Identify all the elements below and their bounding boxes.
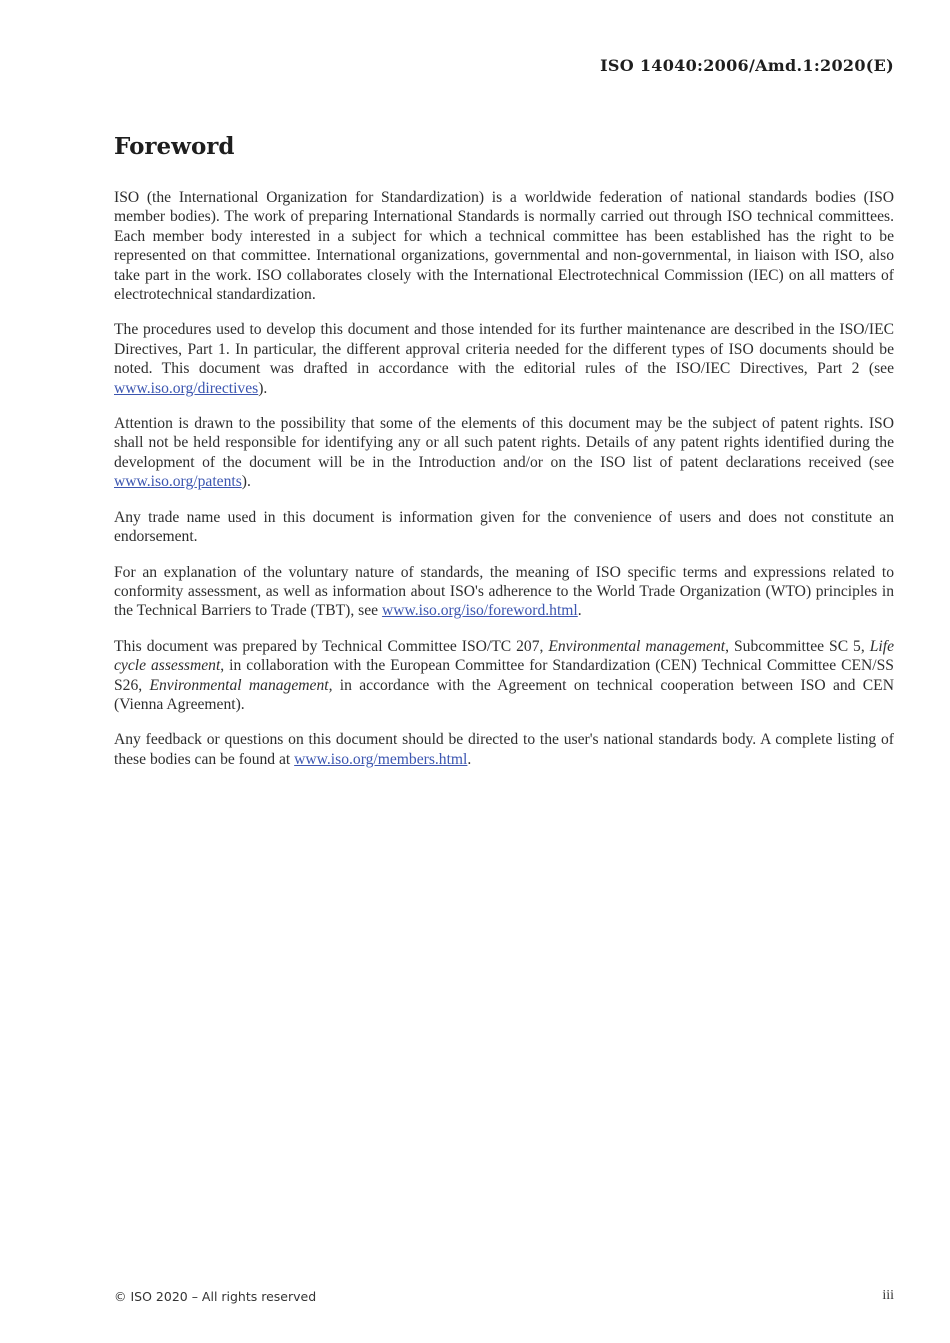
members-link[interactable]: www.iso.org/members.html [294, 750, 468, 768]
paragraph-text: Any feedback or questions on this document should be directed to the user's national standards body. A complete listing of these bodies can be found at [114, 731, 894, 768]
paragraph-end: ). [258, 379, 268, 397]
paragraph-end: ). [241, 473, 251, 491]
paragraph-patent-rights [114, 414, 894, 492]
paragraph-prepared-by [114, 637, 894, 715]
patents-link[interactable]: www.iso.org/patents [114, 473, 242, 491]
foreword-body [114, 188, 894, 785]
paragraph-voluntary-nature [114, 563, 894, 621]
directives-link[interactable]: www.iso.org/directives [114, 379, 259, 397]
paragraph-text: , in collaboration with the European Committee for Standardization (CEN) Technical Committee CEN/SS S26, [114, 657, 894, 694]
document-identifier: ISO 14040:2006/Amd.1:2020(E) [600, 56, 894, 75]
cen-committee-title: Environmental management, [149, 676, 333, 694]
committee-title: Environmental management [548, 637, 726, 655]
paragraph-end: . [467, 750, 472, 768]
paragraph-text: This document was prepared by Technical Committee ISO/TC 207, [114, 637, 549, 655]
paragraph-text: , Subcommittee SC 5, [725, 637, 870, 655]
paragraph-trade-name: Any trade name used in this document is information given for the convenience of users and does not constitute an endorsement. [114, 508, 894, 546]
paragraph-text: For an explanation of the voluntary nature of standards, the meaning of ISO specific terms and expressions related to conformity assessment, as well as information about ISO's adherence to the World Trade Organization (WTO) principles in the Technical Barriers to Trade (TBT), see [114, 563, 894, 620]
paragraph-text: Attention is drawn to the possibility that some of the elements of this document may be the subject of patent rights. ISO shall not be held responsible for identifying any or all such patent rights. Details of any patent rights identified during the development of the document will be in the Introduction and/or on the ISO list of patent declarations received (see [114, 415, 894, 471]
paragraph-iso-overview: ISO (the International Organization for Standardization) is a worldwide federation of national standards bodies (ISO member bodies). The work of preparing International Standards is normally carried out through ISO technical committees. Each member body interested in a subject for which a technical committee has been established has the right to be represented on that committee. International organizations, governmental and non-governmental, in liaison with ISO, also take part in the work. ISO collaborates closely with the International Electrotechnical Commission (IEC) on all matters of electrotechnical standardization. [114, 189, 894, 304]
paragraph-procedures [114, 320, 894, 398]
copyright-notice: © ISO 2020 – All rights reserved [114, 1289, 317, 1304]
page-number: iii [882, 1288, 894, 1303]
paragraph-end: . [577, 602, 582, 620]
paragraph-text: The procedures used to develop this document and those intended for its further maintenance are described in the ISO/IEC Directives, Part 1. In particular, the different approval criteria needed for the different types of ISO documents should be noted. This document was drafted in accordance with the editorial rules of the ISO/IEC Directives, Part 2 (see [114, 321, 894, 378]
section-heading: Foreword [114, 133, 235, 160]
foreword-link[interactable]: www.iso.org/iso/foreword.html [381, 602, 578, 620]
subcommittee-title: Life cycle assessment [114, 637, 894, 675]
paragraph-text: in accordance with the Agreement on technical cooperation between ISO and CEN (Vienna Agreement). [114, 676, 894, 713]
paragraph-feedback [114, 730, 894, 769]
